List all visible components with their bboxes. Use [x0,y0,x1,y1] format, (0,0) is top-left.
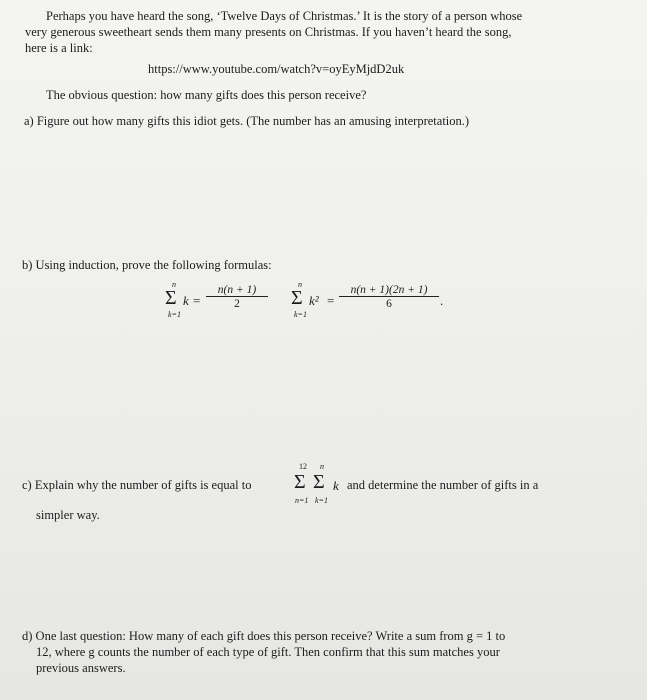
part-d-line-2: 12, where g counts the number of each type of gift. Then confirm that this sum matches your [36,645,500,659]
intro-line-1: Perhaps you have heard the song, ‘Twelve Days of Christmas.’ It is the story of a person whose [46,9,523,23]
part-c-text-before: c) Explain why the number of gifts is equal to [22,478,252,492]
formula1-lower-limit: k=1 [168,310,181,319]
formula2-summand: k² [309,293,319,308]
formula2-denominator: 6 [386,298,392,310]
part-d-line-3: previous answers. [36,661,126,675]
outer-upper-limit: 12 [299,462,307,471]
obvious-question: The obvious question: how many gifts does this person receive? [46,88,367,102]
formula2-numerator: n(n + 1)(2n + 1) [339,284,439,297]
formula2-lower-limit: k=1 [294,310,307,319]
formula1-summand: k [183,293,189,308]
double-sum-summand: k [333,478,339,493]
formula2-period: . [440,293,444,308]
part-c-text-after: and determine the number of gifts in a [347,478,539,492]
intro-line-3: here is a link: [25,41,93,55]
outer-sigma-symbol: Σ [294,471,306,493]
formula1-denominator: 2 [234,298,240,310]
intro-line-2: very generous sweetheart sends them many presents on Christmas. If you haven’t heard the song, [25,25,512,39]
part-b-text: b) Using induction, prove the following formulas: [22,258,272,272]
formula2-equals: = [327,293,335,308]
part-d-line-1: d) One last question: How many of each gift does this person receive? Write a sum from g = 1 to [22,629,506,643]
part-a-text: a) Figure out how many gifts this idiot gets. (The number has an amusing interpretation.) [24,114,470,128]
formula2-fraction [339,284,439,310]
formula1-fraction [206,284,268,310]
formula2-upper-limit: n [298,280,302,289]
sigma-symbol-1: Σ [165,287,177,309]
formula1-numerator: n(n + 1) [206,284,268,297]
part-c-line-2: simpler way. [36,508,100,522]
inner-sigma-symbol: Σ [313,471,325,493]
sigma-symbol-2: Σ [291,287,303,309]
formula1-upper-limit: n [172,280,176,289]
outer-lower-limit: n=1 [295,496,309,505]
formula1-equals: = [193,293,201,308]
inner-lower-limit: k=1 [315,496,328,505]
inner-upper-limit: n [320,462,324,471]
song-link[interactable]: https://www.youtube.com/watch?v=oyEyMjdD2uk [148,62,405,76]
